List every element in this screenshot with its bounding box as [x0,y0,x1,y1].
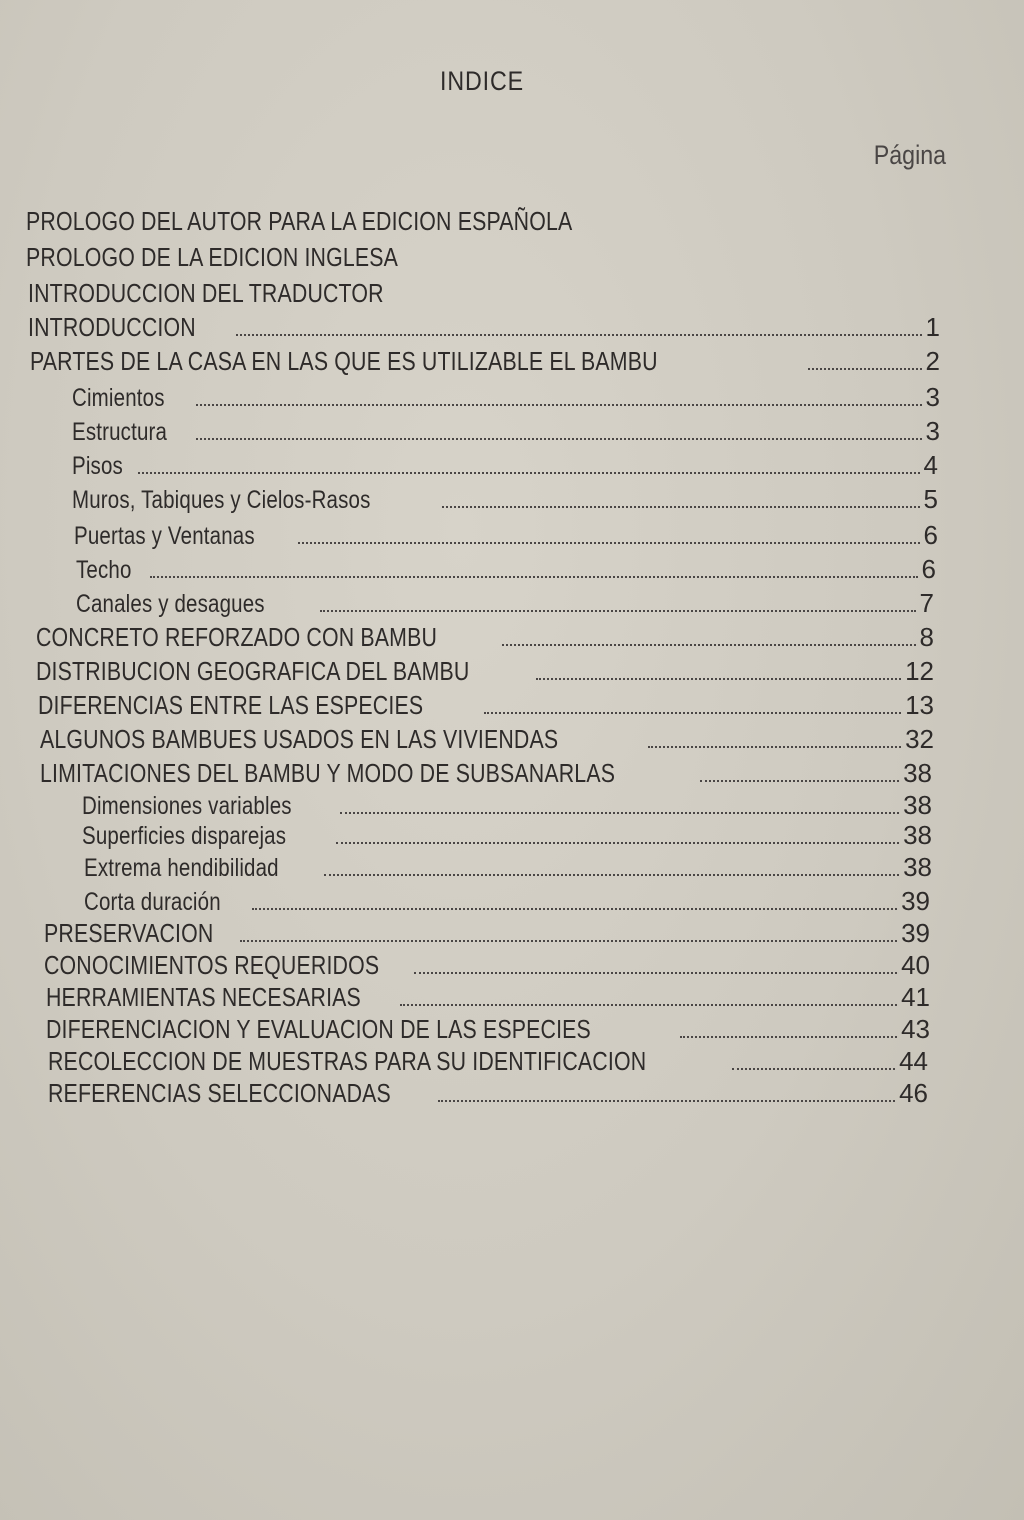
toc-entry-label: HERRAMIENTAS NECESARIAS [46,982,361,1012]
toc-entry [84,852,932,886]
dot-leader [484,711,901,714]
toc-entry-page: 46 [899,1078,928,1108]
toc-entry [36,656,934,690]
dot-leader [438,1099,895,1102]
toc-entry-label: DIFERENCIAS ENTRE LAS ESPECIES [38,690,424,720]
toc-entry-label: Extrema hendibilidad [84,854,279,882]
toc-entry-label: Techo [76,556,132,584]
toc-entry-page: 41 [901,982,930,1012]
dot-leader [240,939,897,942]
toc-entry-label: INTRODUCCION DEL TRADUCTOR [28,278,384,308]
toc-entry-page: 39 [901,886,930,916]
toc-entry [26,206,726,240]
toc-entry-label: PARTES DE LA CASA EN LAS QUE ES UTILIZABLE EL BAMBU [30,346,658,376]
toc-entry-label: Cimientos [72,384,165,412]
toc-entry-page: 6 [921,554,936,584]
dot-leader [320,609,916,612]
toc-entry-label: Canales y desagues [76,590,265,618]
toc-entry-label: PRESERVACION [44,918,214,948]
toc-entry-page: 4 [923,450,938,480]
toc-entry-label: INTRODUCCION [28,312,196,342]
dot-leader [324,873,899,876]
toc-entry [40,758,932,792]
toc-entry [28,312,940,346]
toc-entry-page: 39 [901,918,930,948]
toc-entry [40,724,934,758]
toc-entry [28,278,628,312]
dot-leader [536,677,901,680]
toc-entry-label: Muros, Tabiques y Cielos-Rasos [72,486,371,514]
toc-entry [30,346,940,380]
toc-entry [46,982,930,1016]
dot-leader [236,333,922,336]
toc-entry-label: Estructura [72,418,168,446]
dot-leader [252,907,897,910]
dot-leader [648,745,901,748]
toc-entry [72,484,938,518]
toc-entry-page: 32 [905,724,934,754]
dot-leader [700,779,899,782]
toc-entry-page: 8 [919,622,934,652]
toc-entry-page: 7 [919,588,934,618]
toc-entry [74,520,938,554]
dot-leader [340,811,899,814]
dot-leader [298,541,920,544]
toc-entry-page: 44 [899,1046,928,1076]
dot-leader [150,575,918,578]
toc-entry [36,622,934,656]
toc-entry-page: 1 [925,312,940,342]
dot-leader [442,505,920,508]
toc-entry-label: Pisos [72,452,123,480]
toc-entry-label: Puertas y Ventanas [74,522,255,550]
dot-leader [138,471,920,474]
toc-entry-label: RECOLECCION DE MUESTRAS PARA SU IDENTIFICACION [48,1046,647,1076]
dot-leader [336,841,899,844]
toc-entry [72,450,938,484]
toc-entry-label: LIMITACIONES DEL BAMBU Y MODO DE SUBSANARLAS [40,758,616,788]
toc-entry [82,790,932,824]
toc-entry-page: 3 [925,382,940,412]
toc-entry [72,416,940,450]
toc-entry-label: REFERENCIAS SELECCIONADAS [48,1078,391,1108]
toc-entry [72,382,940,416]
toc-entry-label: DIFERENCIACION Y EVALUACION DE LAS ESPECIES [46,1014,591,1044]
toc-entry-label: Dimensiones variables [82,792,292,820]
dot-leader [414,971,897,974]
toc-entry [44,950,930,984]
toc-entry [76,588,934,622]
dot-leader [808,367,922,370]
dot-leader [680,1035,897,1038]
toc-entry-page: 2 [925,346,940,376]
page-column-label: Página [873,140,946,170]
toc-entry-page: 13 [905,690,934,720]
dot-leader [196,403,922,406]
toc-entry-page: 40 [901,950,930,980]
toc-entry-page: 6 [923,520,938,550]
toc-entry-page: 12 [905,656,934,686]
toc-entry [38,690,934,724]
toc-entry [48,1078,928,1112]
toc-entry-page: 38 [903,852,932,882]
toc-entry-page: 3 [925,416,940,446]
dot-leader [502,643,916,646]
toc-entry [84,886,930,920]
toc-entry-label: Corta duración [84,888,221,916]
toc-entry-page: 38 [903,758,932,788]
toc-entry-label: CONOCIMIENTOS REQUERIDOS [44,950,380,980]
toc-entry-label: DISTRIBUCION GEOGRAFICA DEL BAMBU [36,656,470,686]
toc-entry [82,820,932,854]
dot-leader [196,437,922,440]
toc-entry [48,1046,928,1080]
toc-entry-label: PROLOGO DEL AUTOR PARA LA EDICION ESPAÑOLA [26,206,573,236]
toc-entry-label: CONCRETO REFORZADO CON BAMBU [36,622,438,652]
toc-entry-page: 5 [923,484,938,514]
toc-entry-page: 38 [903,790,932,820]
toc-entry-label: Superficies disparejas [82,822,287,850]
toc-entry [46,1014,930,1048]
toc-entry-page: 38 [903,820,932,850]
page-title: INDICE [440,66,524,96]
toc-entry-page: 43 [901,1014,930,1044]
dot-leader [732,1067,895,1070]
toc-entry [26,242,626,276]
toc-entry-label: PROLOGO DE LA EDICION INGLESA [26,242,399,272]
dot-leader [400,1003,897,1006]
toc-entry [76,554,936,588]
toc-entry [44,918,930,952]
toc-entry-label: ALGUNOS BAMBUES USADOS EN LAS VIVIENDAS [40,724,559,754]
